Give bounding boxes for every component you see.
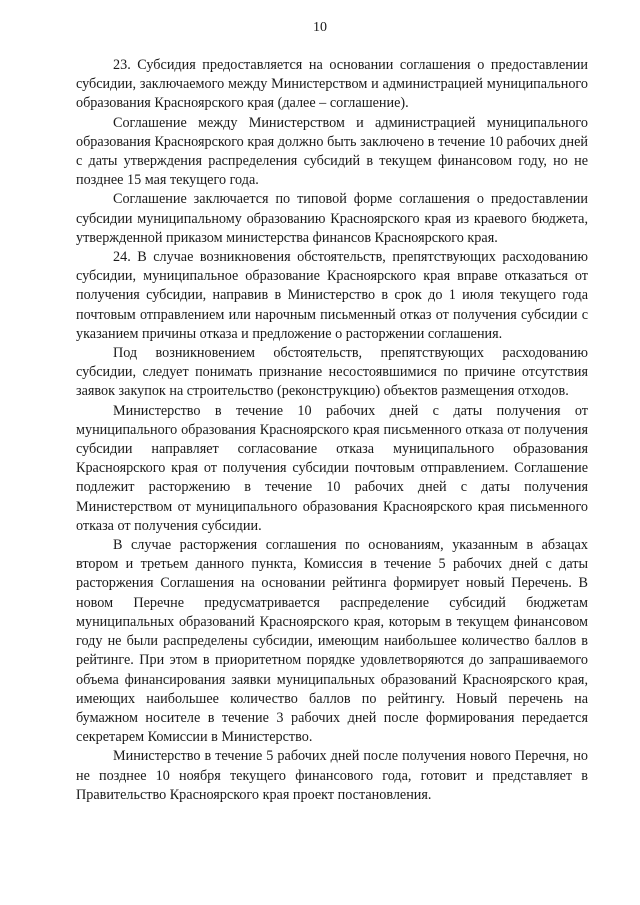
paragraph-circumstances: Под возникновением обстоятельств, препятствующих расходованию субсидии, следует понимать признание несостоявшимися по причине отсутствия заявок закупок на строительство (реконструкцию) объектов размещения отходов. [76, 345, 588, 400]
paragraph-24-refusal: 24. В случае возникновения обстоятельств, препятствующих расходованию субсидии, муниципальное образование Красноярского края вправе отказаться от получения субсидии, направив в Министерство в срок до 1 июля текущего года почтовым отправлением или нарочным письменный отказ от получения субсидии с указанием причины отказа и предложение о расторжении соглашения. [76, 249, 588, 342]
paragraph-agreement-deadline: Соглашение между Министерством и администрацией муниципального образования Красноярского края должно быть заключено в течение 10 рабочих дней с даты утверждения распределения субсидий в текущем финансовом году, но не позднее 15 мая текущего года. [76, 114, 588, 189]
paragraph-resolution-draft: Министерство в течение 5 рабочих дней после получения нового Перечня, но не позднее 10 ноября текущего финансового года, готовит и представляет в Правительство Красноярского края проект постановления. [76, 748, 588, 803]
paragraph-new-list: В случае расторжения соглашения по основаниям, указанным в абзацах втором и третьем данного пункта, Комиссия в течение 5 рабочих дней с даты расторжения Соглашения на основании рейтинга формирует новый Перечень. В новом Перечне предусматривается распределение субсидий бюджетам муниципальных образований Красноярского края, которым в текущем финансовом году не были распределены субсидии, имеющим наибольшее количество баллов в рейтинге. При этом в приоритетном порядке удовлетворяются до запрашиваемого объема финансирования заявки муниципальных образований Красноярского края, имеющих наибольшее количество баллов по рейтингу. Новый перечень на бумажном носителе в течение 3 рабочих дней после формирования передается секретарем Комиссии в Министерство. [76, 537, 588, 746]
page-number: 10 [313, 20, 327, 35]
paragraph-ministry-approval: Министерство в течение 10 рабочих дней с даты получения от муниципального образования Красноярского края письменного отказа от получения субсидии направляет согласование отказа муниципального образования Красноярского края от получения субсидии почтовым отправлением. Соглашение подлежит расторжению в течение 10 рабочих дней с даты получения Министерством от муниципального образования Красноярского края письменного отказа от получения субсидии. [76, 402, 588, 534]
document-body [76, 56, 588, 805]
paragraph-agreement-form: Соглашение заключается по типовой форме соглашения о предоставлении субсидии муниципальному образованию Красноярского края из краевого бюджета, утвержденной приказом министерства финансов Красноярского края. [76, 191, 588, 246]
paragraph-23-intro: 23. Субсидия предоставляется на основании соглашения о предоставлении субсидии, заключаемого между Министерством и администрацией муниципального образования Красноярского края (далее – соглашение). [76, 57, 588, 112]
